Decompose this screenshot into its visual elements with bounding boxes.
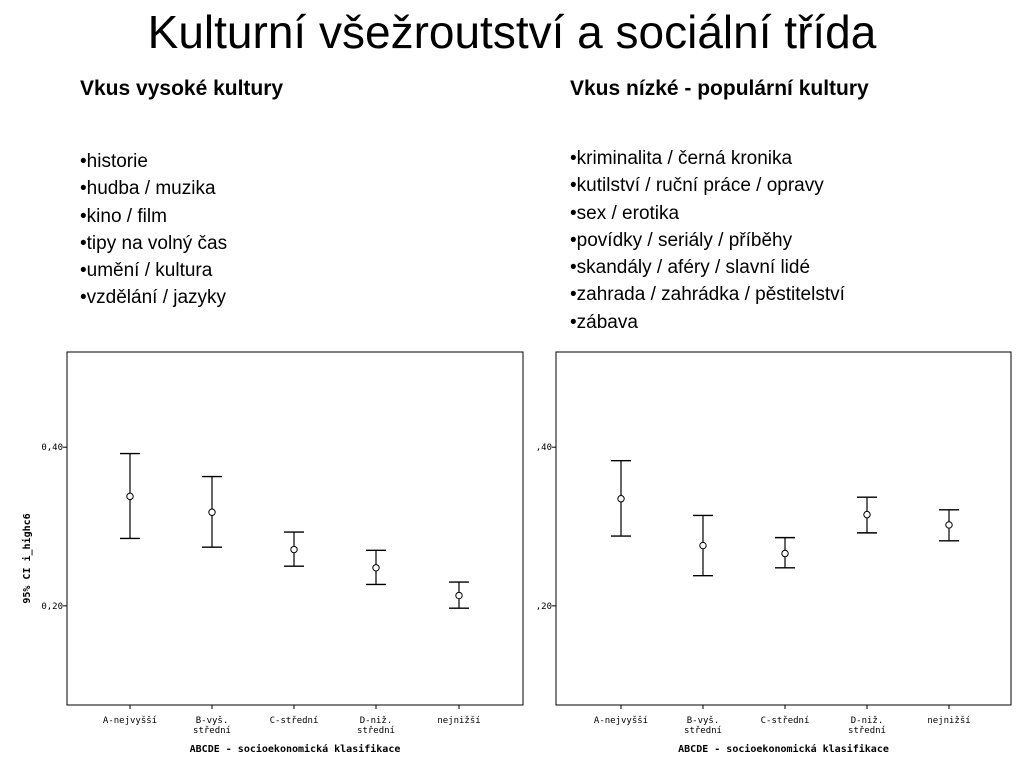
plot-frame — [67, 352, 523, 705]
y-tick-label: 0,20 — [41, 601, 63, 612]
x-tick-label: C-střední — [760, 716, 810, 726]
list-item: •sex / erotika — [570, 202, 680, 224]
x-axis-label: ABCDE - socioekonomická klasifikace — [189, 744, 401, 755]
mean-point — [127, 493, 133, 499]
x-tick-label: střední — [193, 726, 231, 736]
list-item: •zahrada / zahrádka / pěstitelství — [570, 284, 845, 306]
slide-title: Kulturní všežroutství a sociální třída — [147, 6, 877, 58]
list-item: •povídky / seriály / příběhy — [570, 229, 793, 251]
list-item: •skandály / aféry / slavní lidé — [570, 257, 811, 279]
y-axis-label: 95% CI i_highc6 — [22, 513, 33, 604]
mean-point — [946, 522, 952, 528]
x-tick-label: střední — [684, 726, 722, 736]
x-tick-label: nejnižší — [437, 716, 481, 726]
mean-point — [782, 550, 788, 556]
y-tick-label: ,20 — [535, 601, 552, 612]
list-item: •hudba / muzika — [80, 178, 216, 200]
mean-point — [864, 511, 870, 517]
low-culture-heading: Vkus nízké - populární kultury — [570, 77, 869, 100]
x-tick-label: D-niž. — [850, 716, 884, 726]
list-item: •historie — [80, 151, 148, 172]
list-item: •vzdělání / jazyky — [80, 287, 227, 309]
x-tick-label: A-nejvyšší — [102, 716, 158, 726]
list-item: •kino / film — [80, 205, 167, 227]
plot-frame — [556, 352, 1011, 705]
mean-point — [291, 546, 297, 552]
mean-point — [456, 592, 462, 598]
x-tick-label: D-niž. — [359, 716, 393, 726]
list-item: •tipy na volný čas — [80, 232, 228, 254]
list-item: •kriminalita / černá kronika — [570, 148, 793, 169]
x-tick-label: B-vyš. — [686, 716, 720, 726]
list-item: •zábava — [570, 311, 638, 333]
mean-point — [618, 496, 624, 502]
mean-point — [209, 509, 215, 515]
x-tick-label: střední — [357, 726, 395, 736]
y-tick-label: ,40 — [535, 443, 552, 454]
x-tick-label: střední — [848, 726, 886, 736]
x-axis-label: ABCDE - socioekonomická klasifikace — [678, 744, 889, 755]
high-culture-heading: Vkus vysoké kultury — [80, 77, 284, 100]
x-tick-label: B-vyš. — [195, 716, 229, 726]
x-tick-label: A-nejvyšší — [593, 716, 649, 726]
mean-point — [700, 542, 706, 548]
mean-point — [373, 565, 379, 571]
x-tick-label: nejnižší — [927, 716, 971, 726]
y-tick-label: 0,40 — [41, 443, 63, 454]
x-tick-label: C-střední — [269, 716, 319, 726]
list-item: •umění / kultura — [80, 260, 213, 282]
list-item: •kutilství / ruční práce / opravy — [570, 175, 824, 197]
